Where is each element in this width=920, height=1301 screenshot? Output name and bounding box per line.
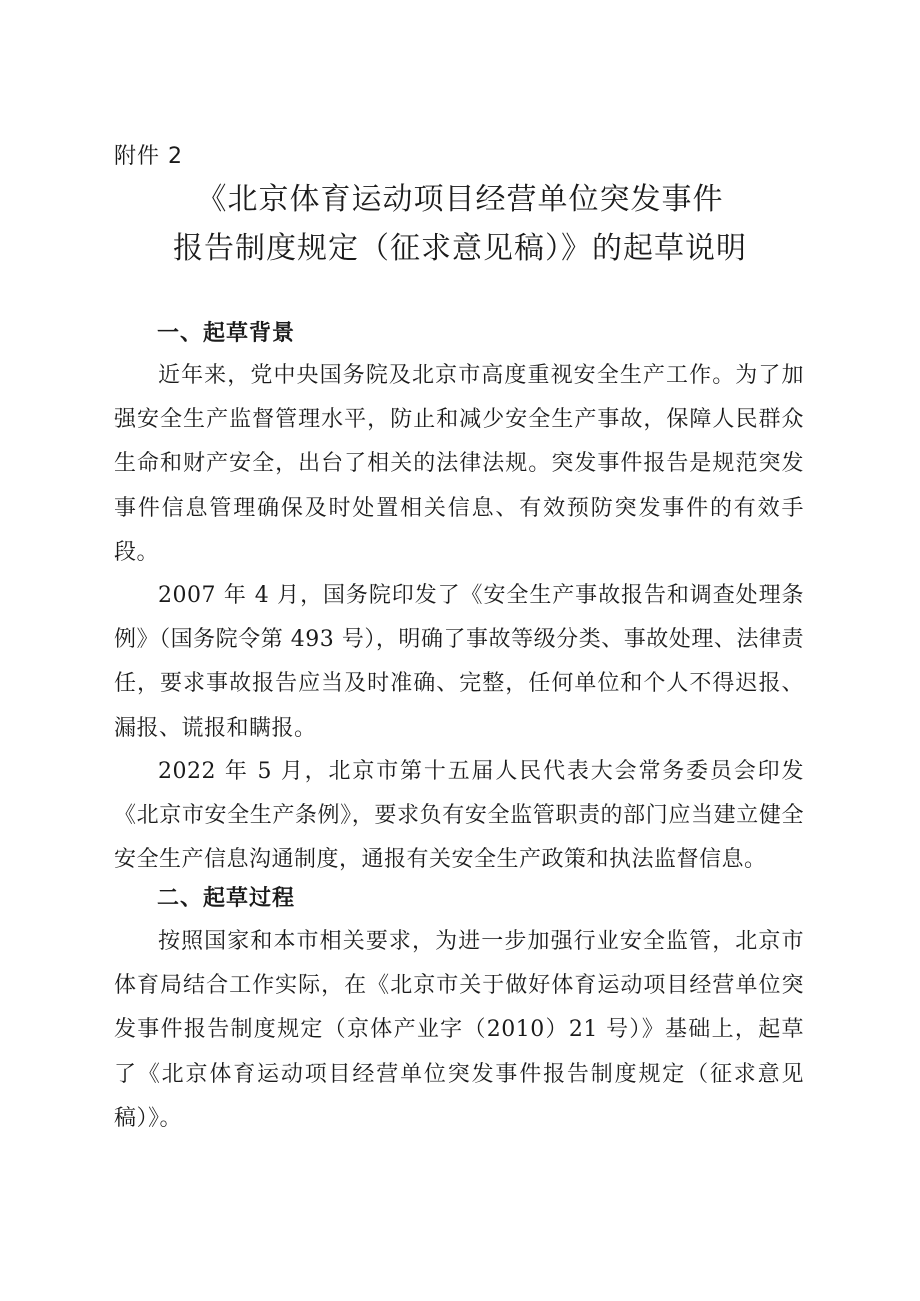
paragraph-background-2: 2007 年 4 月，国务院印发了《安全生产事故报告和调查处理条例》（国务院令第 493 号），明确了事故等级分类、事故处理、法律责任，要求事故报告应当及时准确、完整，任何单位和个人不得迟报、漏报、谎报和瞒报。 bbox=[114, 583, 804, 741]
paragraph-background-1: 近年来，党中央国务院及北京市高度重视安全生产工作。为了加强安全生产监督管理水平，防止和减少安全生产事故，保障人民群众生命和财产安全，出台了相关的法律法规。突发事件报告是规范突发事件信息管理确保及时处置相关信息、有效预防突发事件的有效手段。 bbox=[114, 363, 804, 565]
attachment-label: 附件 2 bbox=[114, 144, 183, 169]
paragraph-background-3: 2022 年 5 月，北京市第十五届人民代表大会常务委员会印发《北京市安全生产条例》，要求负有安全监管职责的部门应当建立健全安全生产信息沟通制度，通报有关安全生产政策和执法监督信息。 bbox=[114, 759, 804, 873]
document-title-line-1: 《北京体育运动项目经营单位突发事件 bbox=[196, 182, 724, 217]
section-heading-process: 二、起草过程 bbox=[157, 886, 296, 911]
paragraph-process-1: 按照国家和本市相关要求，为进一步加强行业安全监管，北京市体育局结合工作实际，在《北京市关于做好体育运动项目经营单位突发事件报告制度规定（京体产业字（2010）21 号）》基础上，起草了《北京体育运动项目经营单位突发事件报告制度规定（征求意见稿）》。 bbox=[114, 929, 804, 1131]
document-title-line-2: 报告制度规定（征求意见稿）》的起草说明 bbox=[173, 231, 747, 266]
section-heading-background: 一、起草背景 bbox=[157, 321, 296, 346]
